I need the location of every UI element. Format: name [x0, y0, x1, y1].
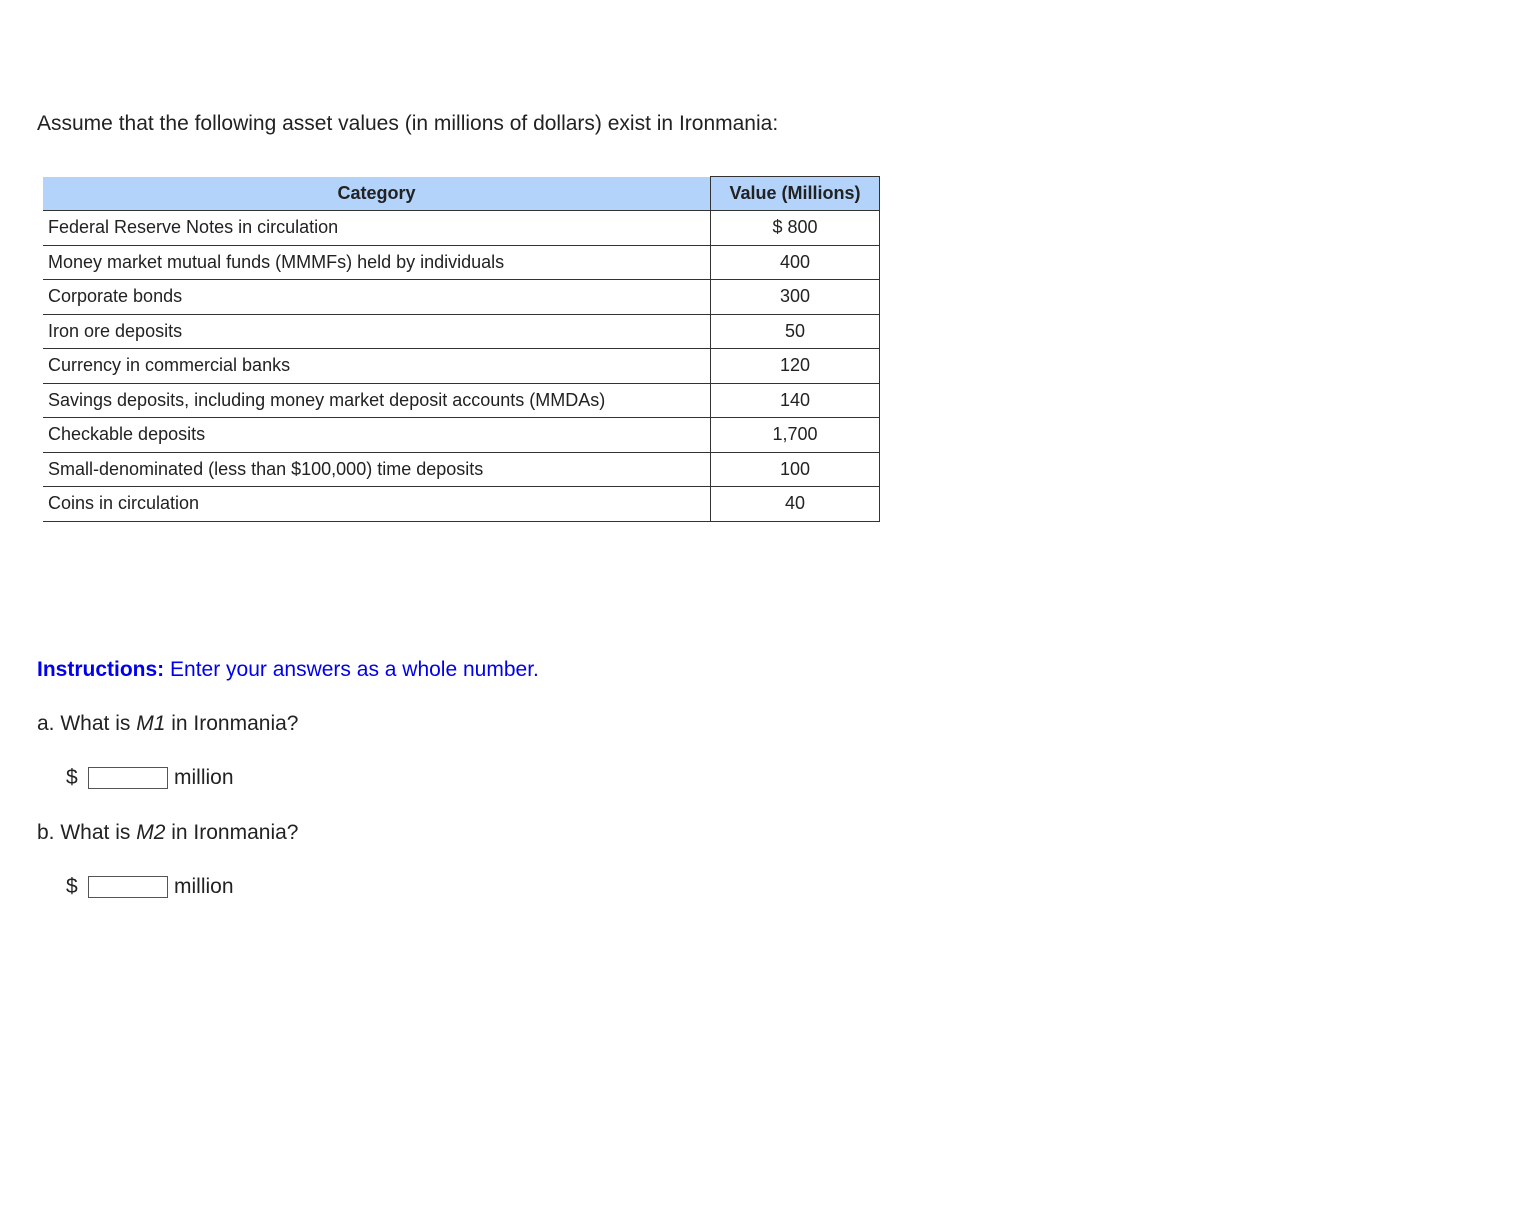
- row-category: Corporate bonds: [43, 280, 711, 315]
- instructions-label: Instructions:: [37, 658, 165, 681]
- question-b-suffix: in Ironmania?: [165, 821, 299, 844]
- answer-a-row: [66, 764, 234, 792]
- instructions: [37, 656, 539, 684]
- table-row: [43, 452, 880, 487]
- answer-m1-input[interactable]: [88, 767, 168, 789]
- table-row: [43, 314, 880, 349]
- question-a-suffix: in Ironmania?: [165, 712, 299, 735]
- row-value: 400: [711, 245, 880, 280]
- row-value: 300: [711, 280, 880, 315]
- instructions-text: Enter your answers as a whole number.: [170, 658, 539, 681]
- unit-label: million: [174, 875, 234, 898]
- question-a: [37, 710, 298, 738]
- table-row: [43, 487, 880, 522]
- table-row: [43, 280, 880, 315]
- row-value: 1,700: [711, 418, 880, 453]
- question-a-variable: M1: [136, 712, 166, 735]
- question-a-prefix: a. What is: [37, 712, 137, 735]
- row-category: Small-denominated (less than $100,000) time deposits: [43, 452, 711, 487]
- question-b-prefix: b. What is: [37, 821, 137, 844]
- row-value: $ 800: [711, 211, 880, 246]
- header-value: Value (Millions): [711, 177, 880, 211]
- table-header-row: [43, 177, 880, 211]
- table-row: [43, 245, 880, 280]
- header-category: Category: [43, 177, 711, 211]
- asset-values-table: [43, 176, 880, 522]
- row-category: Currency in commercial banks: [43, 349, 711, 384]
- row-category: Savings deposits, including money market deposit accounts (MMDAs): [43, 383, 711, 418]
- question-b-variable: M2: [136, 821, 166, 844]
- row-value: 100: [711, 452, 880, 487]
- currency-symbol: $: [66, 875, 78, 898]
- row-category: Federal Reserve Notes in circulation: [43, 211, 711, 246]
- table-row: [43, 418, 880, 453]
- row-value: 120: [711, 349, 880, 384]
- answer-m2-input[interactable]: [88, 876, 168, 898]
- row-category: Money market mutual funds (MMMFs) held by individuals: [43, 245, 711, 280]
- row-value: 40: [711, 487, 880, 522]
- row-value: 50: [711, 314, 880, 349]
- table-row: [43, 383, 880, 418]
- row-category: Coins in circulation: [43, 487, 711, 522]
- intro-text: Assume that the following asset values (in millions of dollars) exist in Ironmania:: [37, 112, 779, 135]
- currency-symbol: $: [66, 766, 78, 789]
- table-row: [43, 349, 880, 384]
- unit-label: million: [174, 766, 234, 789]
- question-b: [37, 819, 298, 847]
- row-value: 140: [711, 383, 880, 418]
- row-category: Iron ore deposits: [43, 314, 711, 349]
- answer-b-row: [66, 873, 234, 901]
- row-category: Checkable deposits: [43, 418, 711, 453]
- table-row: [43, 211, 880, 246]
